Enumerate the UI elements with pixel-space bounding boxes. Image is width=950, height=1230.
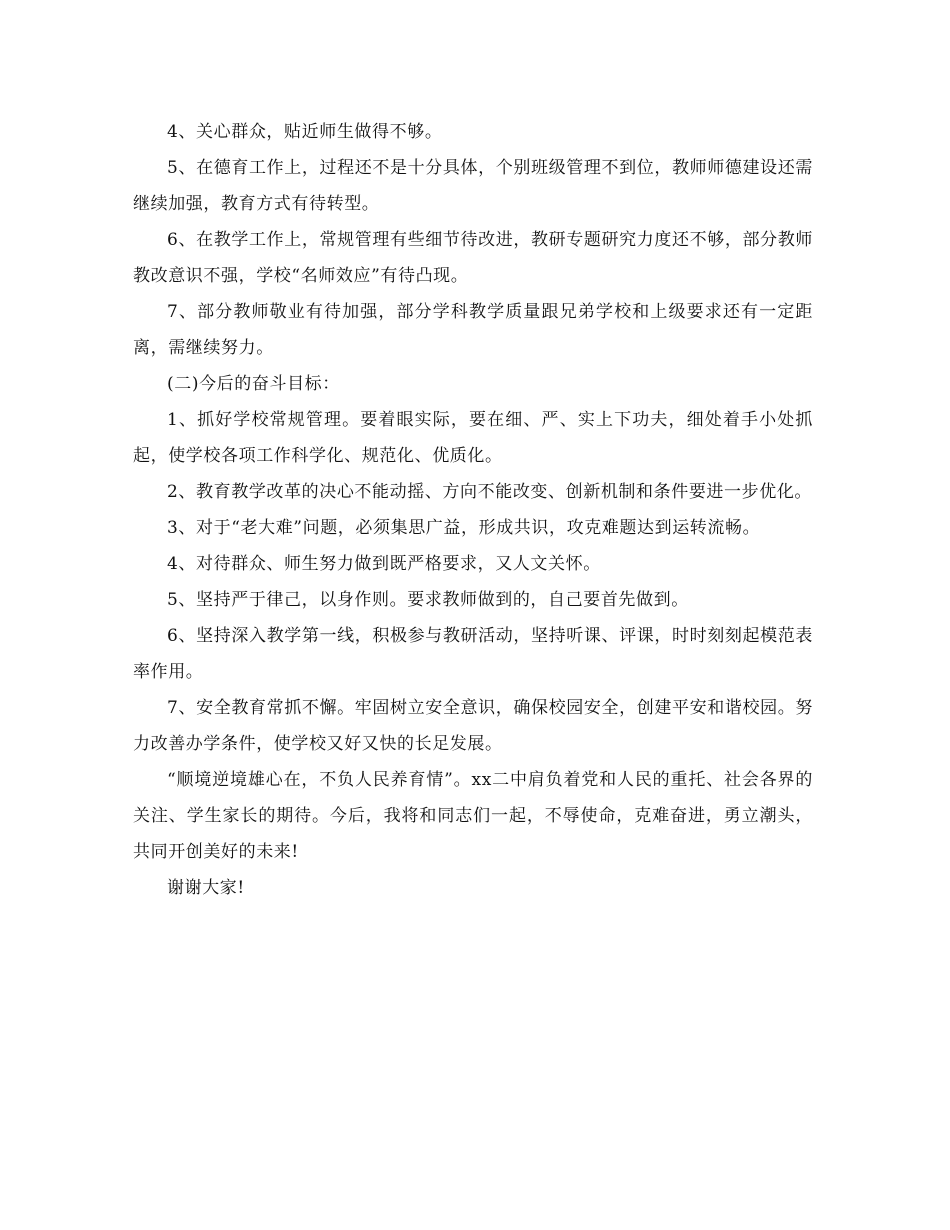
paragraph-goal-4: 4、对待群众、师生努力做到既严格要求，又人文关怀。 [167, 554, 601, 574]
paragraph-goal-1: 1、抓好学校常规管理。要着眼实际，要在细、严、实上下功夫，细处着手小处抓起，使学校各项工作科学化、规范化、优质化。 [133, 410, 813, 466]
paragraph-goal-2: 2、教育教学改革的决心不能动摇、方向不能改变、创新机制和条件要进一步优化。 [167, 482, 813, 502]
paragraph-closing: “顺境逆境雄心在，不负人民养育情”。xx二中肩负着党和人民的重托、社会各界的关注、学生家长的期待。今后，我将和同志们一起，不辱使命，克难奋进，勇立潮头，共同开创美好的未来! [133, 770, 813, 862]
paragraph-goal-3: 3、对于“老大难”问题，必须集思广益，形成共识，攻克难题达到运转流畅。 [167, 518, 761, 538]
paragraph-goal-5: 5、坚持严于律己，以身作则。要求教师做到的，自己要首先做到。 [167, 590, 689, 610]
paragraph-shortcoming-7: 7、部分教师敬业有待加强，部分学科教学质量跟兄弟学校和上级要求还有一定距离，需继续努力。 [133, 302, 813, 358]
paragraph-shortcoming-5: 5、在德育工作上，过程还不是十分具体，个别班级管理不到位，教师师德建设还需继续加强，教育方式有待转型。 [133, 158, 813, 214]
document-body [133, 114, 813, 906]
paragraph-thanks: 谢谢大家! [167, 878, 245, 898]
paragraph-goal-7: 7、安全教育常抓不懈。牢固树立安全意识，确保校园安全，创建平安和谐校园。努力改善办学条件，使学校又好又快的长足发展。 [133, 698, 813, 754]
paragraph-goal-6: 6、坚持深入教学第一线，积极参与教研活动，坚持听课、评课，时时刻刻起模范表率作用。 [133, 626, 813, 682]
paragraph-shortcoming-4: 4、关心群众，贴近师生做得不够。 [167, 122, 443, 142]
paragraph-shortcoming-6: 6、在教学工作上，常规管理有些细节待改进，教研专题研究力度还不够，部分教师教改意识不强，学校“名师效应”有待凸现。 [133, 230, 813, 286]
section-heading-goals: (二)今后的奋斗目标： [167, 374, 340, 394]
